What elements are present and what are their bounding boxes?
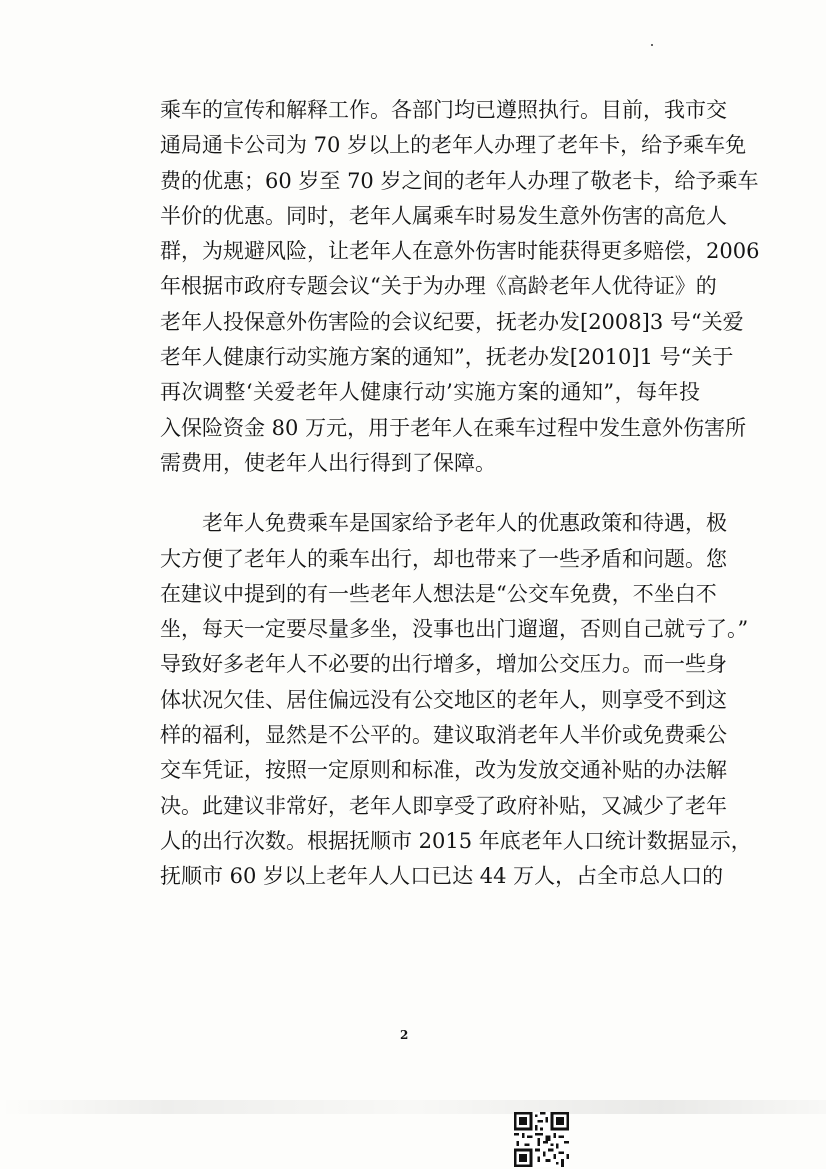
text-line: 在建议中提到的有一些老年人想法是“公交车免费，不坐白不 xyxy=(160,581,717,606)
text-line: 大方便了老年人的乘车出行，却也带来了一些矛盾和问题。您 xyxy=(160,546,727,571)
text-line: 再次调整‘关爱老年人健康行动’实施方案的通知”，每年投 xyxy=(160,380,700,405)
text-line: 半价的优惠。同时，老年人属乘车时易发生意外伤害的高危人 xyxy=(160,203,727,228)
text-line: 人的出行次数。根据抚顺市 2015 年底老年人口统计数据显示， xyxy=(160,828,752,853)
text-line: 坐，每天一定要尽量多坐，没事也出门遛遛，否则自己就亏了。” xyxy=(160,617,749,642)
text-line: 导致好多老年人不必要的出行增多，增加公交压力。而一些身 xyxy=(160,652,727,677)
text-line: 老年人健康行动实施方案的通知”，抚老办发[2010]1 号“关于 xyxy=(160,345,734,370)
text-line: 乘车的宣传和解释工作。各部门均已遵照执行。目前，我市交 xyxy=(160,98,727,122)
text-line: 体状况欠佳、居住偏远没有公交地区的老年人，则享受不到这 xyxy=(160,687,727,712)
text-line: 入保险资金 80 万元，用于老年人在乘车过程中发生意外伤害所 xyxy=(160,415,747,440)
text-line: 抚顺市 60 岁以上老年人人口已达 44 万人，占全市总人口的 xyxy=(160,864,724,889)
scan-shadow xyxy=(0,1100,826,1114)
text-line: 费的优惠；60 岁至 70 岁之间的老年人办理了敬老卡，给予乘车 xyxy=(160,168,759,193)
document-body xyxy=(160,93,760,895)
qr-code-icon xyxy=(514,1112,569,1167)
text-line: 交车凭证，按照一定原则和标准，改为发放交通补贴的办法解 xyxy=(160,758,727,783)
text-line: 通局通卡公司为 70 岁以上的老年人办理了老年卡，给予乘车免 xyxy=(160,133,747,158)
text-line: 样的福利，显然是不公平的。建议取消老年人半价或免费乘公 xyxy=(160,723,727,748)
text-line: 老年人免费乘车是国家给予老年人的优惠政策和待遇，极 xyxy=(202,511,727,536)
text-line: 老年人投保意外伤害险的会议纪要，抚老办发[2008]3 号“关爱 xyxy=(160,309,744,334)
text-line: 群，为规避风险，让老年人在意外伤害时能获得更多赔偿，2006 xyxy=(160,239,760,264)
text-line: 决。此建议非常好，老年人即享受了政府补贴，又减少了老年 xyxy=(160,793,727,818)
text-line: 需费用，使老年人出行得到了保障。 xyxy=(160,450,496,475)
page-number: 2 xyxy=(400,1028,409,1042)
text-line: 年根据市政府专题会议“关于为办理《高龄老年人优待证》的 xyxy=(160,274,717,299)
scan-speck xyxy=(651,44,653,46)
